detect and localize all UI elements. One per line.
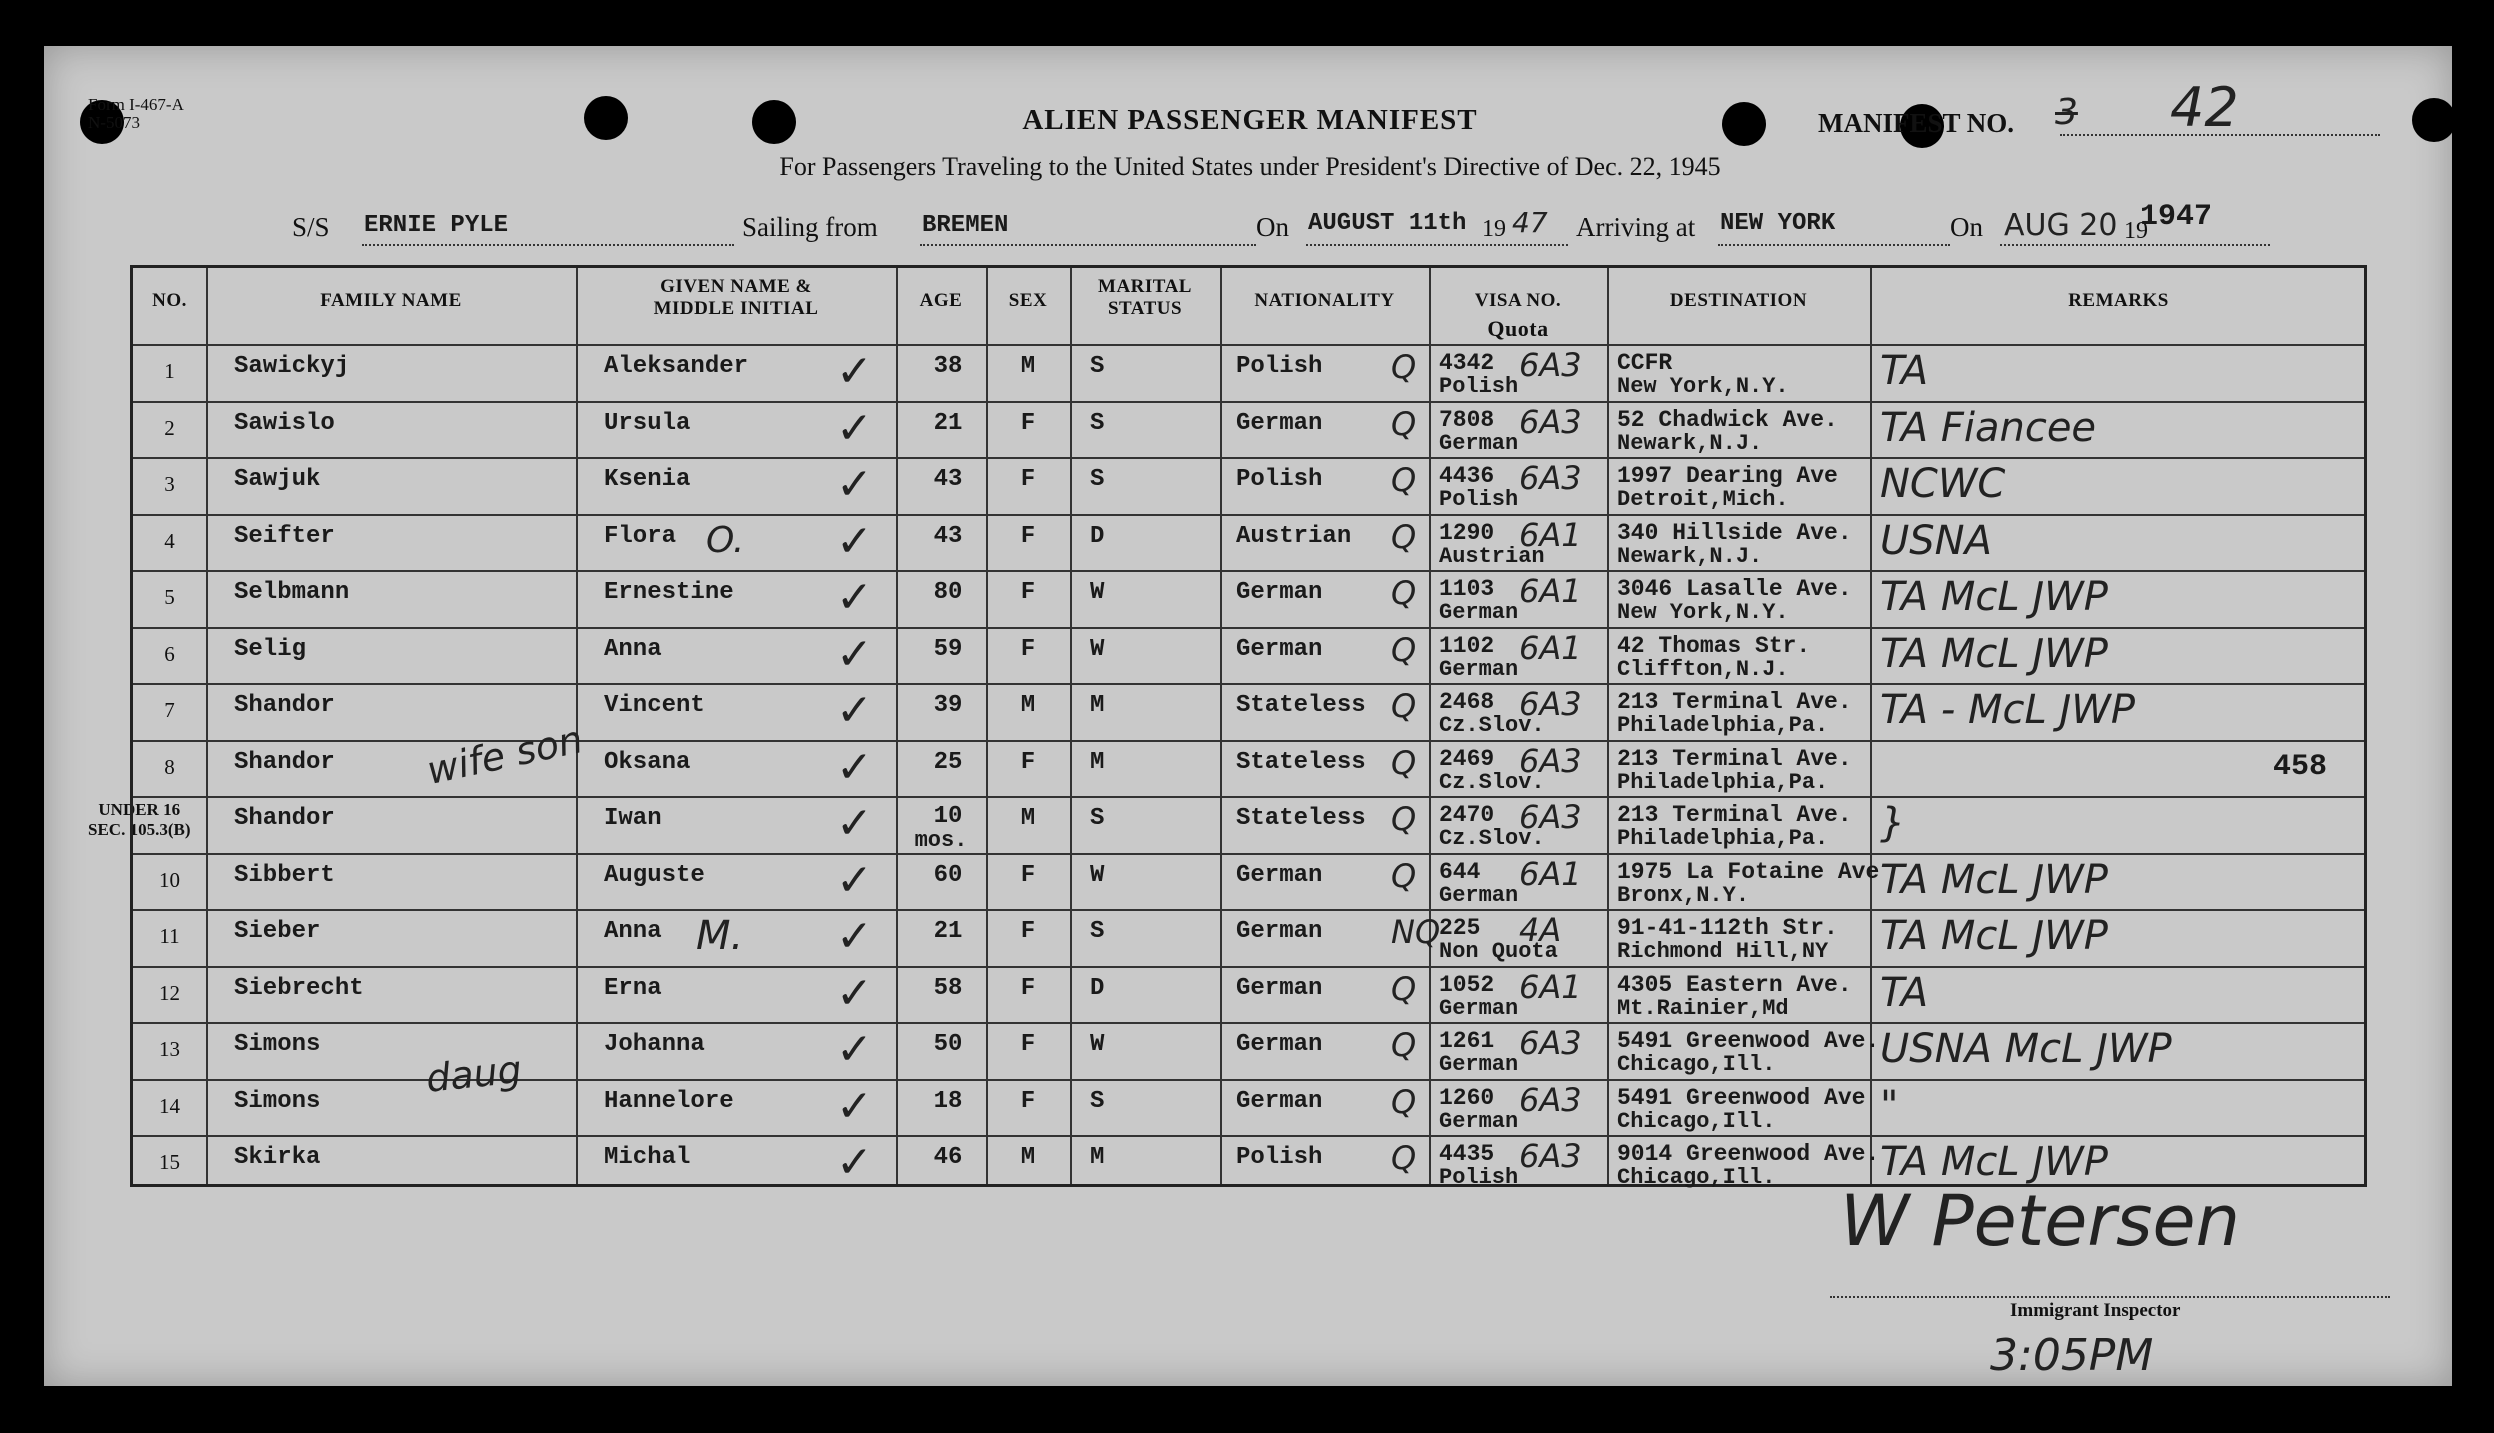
- row-8-given-name: Oksana: [604, 748, 691, 776]
- row-11-given-name: Anna: [604, 918, 662, 945]
- arrival-on-label: On: [1950, 212, 1983, 242]
- row-3-check-mark: ✓: [836, 459, 873, 510]
- row-13-given-name: Johanna: [604, 1031, 705, 1058]
- row-4-family-name: Seifter: [234, 522, 335, 550]
- row-13-age: 50: [933, 1031, 963, 1058]
- time-stamp: 3:05PM: [1990, 1330, 2154, 1381]
- row-6-age: 59: [933, 635, 963, 663]
- sailing-date-line: [1306, 244, 1568, 246]
- row-15-nationality: Polish: [1236, 1144, 1323, 1171]
- row-13-no: 13: [159, 1037, 180, 1061]
- row-14-visa-no: 1260: [1439, 1084, 1495, 1111]
- row-13-destination-city: Chicago,Ill.: [1617, 1052, 1776, 1077]
- row-12-no: 12: [159, 980, 180, 1005]
- row-10-destination-city: Bronx,N.Y.: [1617, 882, 1750, 908]
- row-10-age: 60: [933, 861, 963, 889]
- row-3-sex: F: [1020, 466, 1036, 493]
- departure-port: BREMEN: [922, 212, 1009, 239]
- row-3-family-name: Sawjuk: [234, 466, 321, 493]
- header-divider: [133, 344, 2364, 346]
- row-2-check-mark: ✓: [836, 402, 873, 454]
- inspector-line: [1830, 1296, 2390, 1298]
- row-9-check-mark: ✓: [836, 798, 873, 849]
- row-15-marital-status: M: [1090, 1144, 1105, 1171]
- row-divider: [133, 401, 2364, 403]
- row-1-age: 38: [933, 353, 963, 380]
- row-4-destination-address: 340 Hillside Ave.: [1617, 519, 1852, 546]
- row-5-destination-city: New York,N.Y.: [1617, 600, 1789, 625]
- row-13-visa-quota: German: [1439, 1052, 1519, 1077]
- row-1-marital-status: S: [1090, 353, 1105, 380]
- row-7-check-mark: ✓: [836, 685, 873, 736]
- row-12-marital-status: D: [1090, 974, 1105, 1002]
- row-14-no: 14: [159, 1093, 180, 1118]
- header-sex: SEX: [1008, 290, 1048, 311]
- row-8-no: 8: [164, 754, 175, 779]
- ship-name: ERNIE PYLE: [364, 212, 509, 239]
- row-2-remarks: TA Fiancee: [1880, 404, 2097, 451]
- header-destination: DESTINATION: [1669, 290, 1808, 311]
- row-divider: [133, 683, 2364, 685]
- row-12-nationality: German: [1236, 974, 1323, 1002]
- row-15-visa-quota: Polish: [1439, 1165, 1519, 1190]
- row-10-nationality: German: [1236, 861, 1323, 889]
- row-10-given-name: Auguste: [604, 861, 705, 889]
- column-divider: [896, 268, 898, 1184]
- manifest-no-label: MANIFEST NO.: [1818, 108, 2015, 138]
- row-5-visa-quota: German: [1439, 600, 1519, 625]
- row-7-no: 7: [164, 698, 175, 722]
- row-8-visa-no: 2469: [1439, 745, 1495, 772]
- row-12-visa-quota: German: [1439, 995, 1519, 1021]
- row-8-destination-city: Philadelphia,Pa.: [1617, 769, 1829, 795]
- page-subtitle: For Passengers Traveling to the United States under President's Directive of Dec. 22, 1945: [779, 152, 1721, 181]
- row-5-given-name: Ernestine: [604, 579, 734, 606]
- row-15-destination-city: Chicago,Ill.: [1617, 1165, 1776, 1190]
- row-11-destination-city: Richmond Hill,NY: [1617, 939, 1829, 964]
- row-15-visa-no: 4435: [1439, 1141, 1495, 1167]
- row-5-visa-no: 1103: [1439, 576, 1495, 602]
- row-divider: [133, 1135, 2364, 1137]
- sailing-date: AUGUST 11th: [1308, 210, 1467, 237]
- row-1-destination-city: New York,N.Y.: [1617, 374, 1789, 399]
- row-7-given-name: Vincent: [604, 692, 705, 719]
- row-11-visa-class: 4A: [1519, 911, 1562, 949]
- row-10-check-mark: ✓: [836, 854, 873, 906]
- punch-hole: [1722, 102, 1766, 146]
- row-9-remarks: }: [1880, 800, 1906, 846]
- row-divider: [133, 796, 2364, 798]
- row-5-no: 5: [164, 585, 175, 609]
- row-8-remarks: 458: [2273, 749, 2328, 784]
- row-6-given-name: Anna: [604, 635, 662, 663]
- row-12-family-name: Siebrecht: [234, 974, 364, 1002]
- row-15-age: 46: [933, 1144, 963, 1171]
- row-2-marital-status: S: [1090, 409, 1105, 437]
- row-11-age: 21: [933, 918, 963, 945]
- row-8-age: 25: [933, 748, 963, 776]
- row-14-quota-mark: Q: [1391, 1082, 1417, 1121]
- section-reference: SEC. 105.3(B): [88, 820, 191, 839]
- row-4-visa-no: 1290: [1439, 519, 1495, 546]
- row-2-family-name: Sawislo: [234, 409, 335, 437]
- row-7-marital-status: M: [1090, 692, 1105, 719]
- row-15-check-mark: ✓: [836, 1137, 873, 1188]
- row-6-check-mark: ✓: [836, 628, 873, 680]
- row-4-age: 43: [933, 522, 963, 550]
- row-3-visa-no: 4436: [1439, 463, 1495, 489]
- row-10-destination-address: 1975 La Fotaine Ave: [1617, 858, 1880, 885]
- row-11-nationality: German: [1236, 918, 1323, 945]
- row-4-destination-city: Newark,N.J.: [1617, 543, 1763, 569]
- row-10-marital-status: W: [1090, 861, 1105, 889]
- column-divider: [1429, 268, 1431, 1184]
- row-1-remarks: TA: [1880, 348, 1929, 394]
- row-12-visa-no: 1052: [1439, 971, 1495, 998]
- arrival-port: NEW YORK: [1720, 210, 1836, 237]
- row-10-sex: F: [1020, 861, 1036, 889]
- row-3-given-name: Ksenia: [604, 466, 691, 493]
- row-3-visa-class: 6A3: [1519, 459, 1582, 497]
- row-10-family-name: Sibbert: [234, 861, 335, 889]
- arriving-label: Arriving at: [1576, 212, 1696, 242]
- arrival-date: AUG 20: [2004, 208, 2118, 243]
- under-16-text: UNDER 16: [98, 800, 181, 819]
- row-12-age: 58: [933, 974, 963, 1002]
- row-13-nationality: German: [1236, 1031, 1323, 1058]
- row-1-visa-class: 6A3: [1519, 346, 1582, 384]
- row-3-visa-quota: Polish: [1439, 487, 1519, 512]
- arrival-year-prefix: 19: [2124, 218, 2148, 244]
- row-5-family-name: Selbmann: [234, 579, 350, 606]
- row-6-no: 6: [164, 641, 175, 666]
- row-1-destination-address: CCFR: [1617, 350, 1673, 376]
- row-10-no: 10: [159, 867, 180, 892]
- row-3-nationality: Polish: [1236, 466, 1323, 493]
- row-9-destination-address: 213 Terminal Ave.: [1617, 802, 1852, 828]
- row-9-family-name: Shandor: [234, 805, 335, 832]
- row-9-nationality: Stateless: [1236, 805, 1366, 832]
- row-10-visa-no: 644: [1439, 858, 1481, 885]
- row-5-nationality: German: [1236, 579, 1323, 606]
- row-6-visa-quota: German: [1439, 656, 1519, 682]
- row-2-visa-quota: German: [1439, 430, 1519, 456]
- row-11-visa-quota: Non Quota: [1439, 939, 1558, 964]
- column-divider: [1607, 268, 1609, 1184]
- row-12-quota-mark: Q: [1391, 969, 1417, 1008]
- row-8-check-mark: ✓: [836, 741, 873, 793]
- row-6-destination-city: Cliffton,N.J.: [1617, 656, 1789, 682]
- row-2-destination-city: Newark,N.J.: [1617, 430, 1763, 456]
- form-code: N-5073: [88, 113, 140, 132]
- row-8-marital-status: M: [1090, 748, 1105, 776]
- row-11-sex: F: [1020, 918, 1036, 945]
- row-14-destination-address: 5491 Greenwood Ave: [1617, 1084, 1866, 1111]
- column-divider: [1220, 268, 1222, 1184]
- row-14-visa-quota: German: [1439, 1108, 1519, 1134]
- row-divider: [133, 570, 2364, 572]
- row-11-no: 11: [159, 924, 180, 948]
- row-1-nationality: Polish: [1236, 353, 1323, 380]
- row-12-check-mark: ✓: [836, 967, 873, 1019]
- row-3-destination-city: Detroit,Mich.: [1617, 487, 1789, 512]
- sailed-on-label: On: [1256, 212, 1289, 242]
- row-1-visa-quota: Polish: [1439, 374, 1519, 399]
- row-2-visa-class: 6A3: [1519, 402, 1582, 441]
- row-4-visa-quota: Austrian: [1439, 543, 1545, 569]
- row-11-destination-address: 91-41-112th Str.: [1617, 915, 1838, 941]
- form-id: [88, 96, 184, 132]
- row-1-check-mark: ✓: [836, 346, 873, 397]
- inspector-label: Immigrant Inspector: [2010, 1300, 2181, 1321]
- row-6-remarks: TA McL JWP: [1880, 630, 2108, 677]
- row-13-family-name: Simons: [234, 1031, 321, 1058]
- row-2-visa-no: 7808: [1439, 406, 1495, 433]
- row-4-check-mark: ✓: [836, 515, 873, 567]
- row-13-quota-mark: Q: [1391, 1026, 1417, 1064]
- row-11-family-name: Sieber: [234, 918, 321, 945]
- header-given-name: GIVEN NAME & MIDDLE INITIAL: [653, 276, 819, 319]
- row-12-given-name: Erna: [604, 974, 662, 1002]
- row-13-check-mark: ✓: [836, 1024, 873, 1075]
- header-marital-status: MARITAL STATUS: [1098, 276, 1192, 319]
- row-9-destination-city: Philadelphia,Pa.: [1617, 826, 1829, 851]
- row-15-quota-mark: Q: [1391, 1139, 1417, 1177]
- row-7-destination-city: Philadelphia,Pa.: [1617, 713, 1829, 738]
- sailing-year: 47: [1512, 206, 1548, 239]
- row-7-remarks: TA - McL JWP: [1880, 687, 2135, 733]
- punch-hole: [752, 100, 796, 144]
- row-8-destination-address: 213 Terminal Ave.: [1617, 745, 1852, 772]
- row-4-sex: F: [1020, 522, 1036, 550]
- row-11-check-mark: ✓: [836, 911, 873, 962]
- row-7-visa-class: 6A3: [1519, 685, 1582, 723]
- row-11-remarks: TA McL JWP: [1880, 913, 2108, 959]
- row-12-destination-address: 4305 Eastern Ave.: [1617, 971, 1852, 998]
- page-title: ALIEN PASSENGER MANIFEST: [1022, 104, 1478, 136]
- row-3-marital-status: S: [1090, 466, 1105, 493]
- row-8-sex: F: [1020, 748, 1036, 776]
- row-13-sex: F: [1020, 1031, 1036, 1058]
- row-6-quota-mark: Q: [1391, 630, 1417, 669]
- row-14-nationality: German: [1236, 1087, 1323, 1115]
- row-7-quota-mark: Q: [1391, 687, 1417, 725]
- row-11-quota-mark: NQ: [1391, 913, 1441, 951]
- row-5-visa-class: 6A1: [1519, 572, 1582, 610]
- row-6-visa-no: 1102: [1439, 632, 1495, 659]
- row-10-visa-quota: German: [1439, 882, 1519, 908]
- row-5-age: 80: [933, 579, 963, 606]
- row-divider: [133, 853, 2364, 855]
- row-2-destination-address: 52 Chadwick Ave.: [1617, 406, 1838, 433]
- row-9-quota-mark: Q: [1391, 800, 1417, 838]
- row-10-remarks: TA McL JWP: [1880, 856, 2108, 903]
- port-line: [920, 244, 1256, 246]
- row-6-marital-status: W: [1090, 635, 1105, 663]
- row-14-check-mark: ✓: [836, 1080, 873, 1132]
- row-4-quota-mark: Q: [1391, 517, 1417, 556]
- row-6-visa-class: 6A1: [1519, 628, 1582, 667]
- row-9-visa-quota: Cz.Slov.: [1439, 826, 1545, 851]
- row-1-no: 1: [164, 359, 175, 383]
- row-7-nationality: Stateless: [1236, 692, 1366, 719]
- row-5-marital-status: W: [1090, 579, 1105, 606]
- row-divider: [133, 627, 2364, 629]
- row-12-visa-class: 6A1: [1519, 967, 1582, 1006]
- arrival-year: 1947: [2140, 200, 2213, 234]
- row-5-quota-mark: Q: [1391, 574, 1417, 612]
- given-initial-row-4: O.: [706, 519, 745, 561]
- row-12-remarks: TA: [1880, 969, 1929, 1016]
- row-9-given-name: Iwan: [604, 805, 662, 832]
- manifest-struck-number: 3: [2055, 92, 2078, 133]
- row-2-sex: F: [1020, 409, 1036, 437]
- punch-hole: [584, 96, 628, 140]
- row-2-nationality: German: [1236, 409, 1323, 437]
- row-4-marital-status: D: [1090, 522, 1105, 550]
- row-3-quota-mark: Q: [1391, 461, 1417, 499]
- row-9-visa-no: 2470: [1439, 802, 1495, 828]
- row-5-sex: F: [1020, 579, 1036, 606]
- row-1-given-name: Aleksander: [604, 353, 749, 380]
- row-10-visa-class: 6A1: [1519, 854, 1582, 893]
- row-7-visa-quota: Cz.Slov.: [1439, 713, 1545, 738]
- row-4-no: 4: [164, 528, 175, 553]
- family-note-wife-son: wife son: [423, 717, 587, 793]
- row-divider: [133, 966, 2364, 968]
- row-10-quota-mark: Q: [1391, 856, 1417, 895]
- arrival-port-line: [1718, 244, 1950, 246]
- row-14-marital-status: S: [1090, 1087, 1105, 1115]
- row-13-visa-no: 1261: [1439, 1028, 1495, 1054]
- row-5-destination-address: 3046 Lasalle Ave.: [1617, 576, 1852, 602]
- row-13-marital-status: W: [1090, 1031, 1105, 1058]
- punch-hole: [2412, 98, 2456, 142]
- row-3-destination-address: 1997 Dearing Ave: [1617, 463, 1838, 489]
- row-5-remarks: TA McL JWP: [1880, 574, 2108, 620]
- ss-label: S/S: [292, 212, 330, 242]
- header-remarks: REMARKS: [2068, 290, 2169, 311]
- header-family-name: FAMILY NAME: [320, 290, 462, 311]
- row-15-family-name: Skirka: [234, 1144, 321, 1171]
- row-4-visa-class: 6A1: [1519, 515, 1582, 554]
- row-divider: [133, 909, 2364, 911]
- row-15-visa-class: 6A3: [1519, 1137, 1582, 1175]
- row-4-given-name: Flora: [604, 522, 677, 550]
- row-6-destination-address: 42 Thomas Str.: [1617, 632, 1811, 659]
- row-11-marital-status: S: [1090, 918, 1105, 945]
- column-divider: [206, 268, 208, 1184]
- row-8-family-name: Shandor: [234, 748, 335, 776]
- row-1-visa-no: 4342: [1439, 350, 1495, 376]
- header-visa-no: VISA NO. Quota: [1474, 290, 1562, 341]
- row-2-given-name: Ursula: [604, 409, 691, 437]
- row-15-destination-address: 9014 Greenwood Ave.: [1617, 1141, 1880, 1167]
- row-14-visa-class: 6A3: [1519, 1080, 1582, 1119]
- row-14-family-name: Simons: [234, 1087, 321, 1115]
- row-3-remarks: NCWC: [1880, 461, 2006, 507]
- sailing-year-prefix: 19: [1482, 216, 1506, 242]
- row-divider: [133, 457, 2364, 459]
- row-3-age: 43: [933, 466, 963, 493]
- column-divider: [1070, 268, 1072, 1184]
- passenger-table: [130, 265, 2367, 1190]
- row-7-visa-no: 2468: [1439, 689, 1495, 715]
- row-divider: [133, 514, 2364, 516]
- row-11-visa-no: 225: [1439, 915, 1481, 941]
- row-14-sex: F: [1020, 1087, 1036, 1115]
- row-1-sex: M: [1020, 353, 1036, 380]
- row-6-nationality: German: [1236, 635, 1323, 663]
- row-1-quota-mark: Q: [1391, 348, 1417, 386]
- row-4-nationality: Austrian: [1236, 522, 1352, 550]
- row-13-destination-address: 5491 Greenwood Ave.: [1617, 1028, 1880, 1054]
- family-note-daug: daug: [423, 1047, 524, 1101]
- row-8-visa-quota: Cz.Slov.: [1439, 769, 1545, 795]
- row-3-no: 3: [164, 472, 175, 496]
- row-7-destination-address: 213 Terminal Ave.: [1617, 689, 1852, 715]
- manifest-number: 42: [2170, 76, 2239, 139]
- ship-line: [362, 244, 734, 246]
- row-1-family-name: Sawickyj: [234, 353, 350, 380]
- row-14-given-name: Hannelore: [604, 1087, 734, 1115]
- arrival-date-line: [2000, 244, 2270, 246]
- row-divider: [133, 1022, 2364, 1024]
- row-8-nationality: Stateless: [1236, 748, 1366, 776]
- row-14-age: 18: [933, 1087, 963, 1115]
- row-15-given-name: Michal: [604, 1144, 691, 1171]
- row-8-visa-class: 6A3: [1519, 741, 1582, 780]
- row-2-quota-mark: Q: [1391, 404, 1417, 443]
- row-2-no: 2: [164, 415, 175, 440]
- inspector-signature: W Petersen: [1840, 1180, 2240, 1262]
- row-9-sex: M: [1020, 805, 1036, 832]
- row-5-check-mark: ✓: [836, 572, 873, 623]
- row-9-marital-status: S: [1090, 805, 1105, 832]
- row-15-no: 15: [159, 1150, 180, 1174]
- row-8-quota-mark: Q: [1391, 743, 1417, 782]
- row-6-family-name: Selig: [234, 635, 307, 663]
- row-9-visa-class: 6A3: [1519, 798, 1582, 836]
- form-number: Form I-467-A: [88, 95, 184, 114]
- row-13-remarks: USNA McL JWP: [1880, 1026, 2172, 1072]
- row-15-sex: M: [1020, 1144, 1036, 1171]
- sailing-label: Sailing from: [742, 212, 878, 242]
- row-9-age-unit: mos.: [914, 828, 968, 853]
- row-7-family-name: Shandor: [234, 692, 335, 719]
- row-7-age: 39: [933, 692, 963, 719]
- header-age: AGE: [919, 290, 963, 311]
- row-9-age: 10: [933, 803, 963, 830]
- given-initial-row-11: M.: [696, 913, 744, 959]
- header-no: NO.: [152, 290, 187, 311]
- row-14-destination-city: Chicago,Ill.: [1617, 1108, 1776, 1134]
- row-12-sex: F: [1020, 974, 1036, 1002]
- row-15-remarks: TA McL JWP: [1880, 1139, 2108, 1185]
- row-6-sex: F: [1020, 635, 1036, 663]
- row-4-remarks: USNA: [1880, 517, 1992, 564]
- row-2-age: 21: [933, 409, 963, 437]
- header-nationality: NATIONALITY: [1254, 290, 1395, 311]
- row-12-destination-city: Mt.Rainier,Md: [1617, 995, 1789, 1021]
- row-13-visa-class: 6A3: [1519, 1024, 1582, 1062]
- row-7-sex: M: [1020, 692, 1036, 719]
- row-14-remarks: ": [1880, 1082, 1899, 1129]
